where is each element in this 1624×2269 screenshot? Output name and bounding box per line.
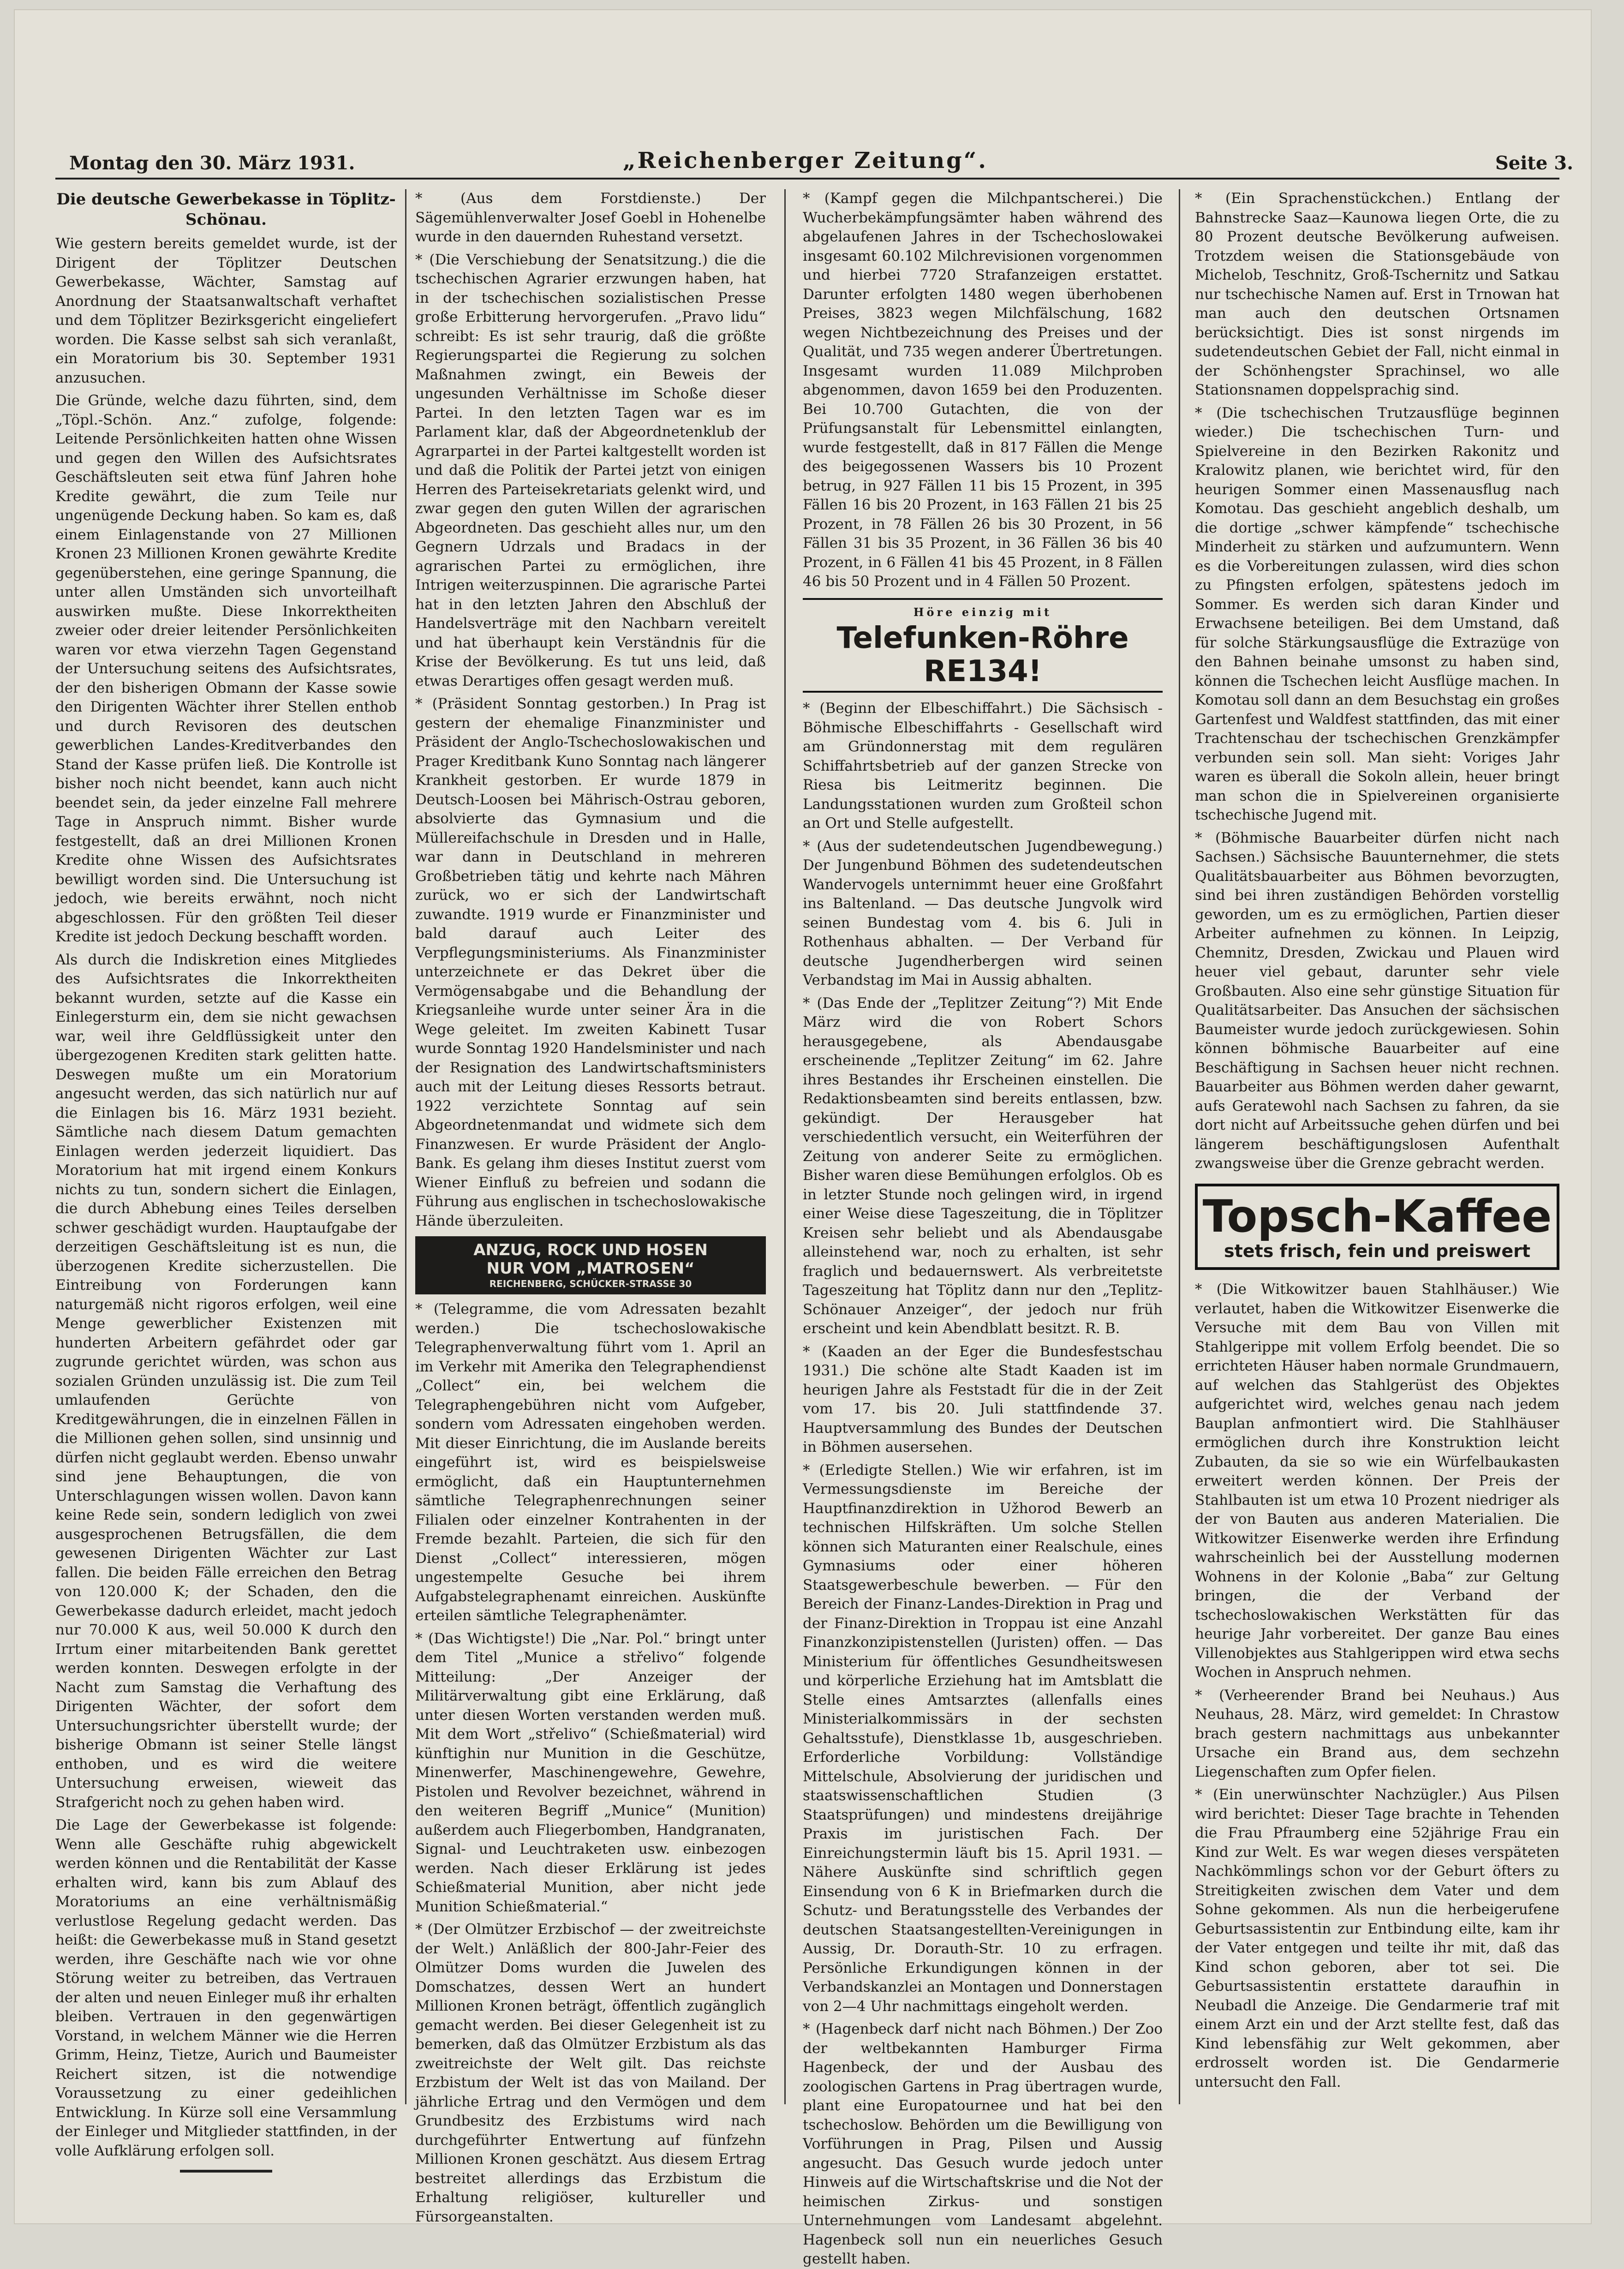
news-item: * (Die Verschiebung der Senatsitzung.) die die tschechischen Agrarier erzwungen haben, hat in der tschechischen sozialistischen Presse große Erbitterung hervorgerufen. „Pravo lidu“ schreibt: Es ist sehr traurig, daß die größte Regierungspartei die Regierung zu solchen Maßnahmen zwingt, ein Beweis der ungesunden Verhältnisse im Schoße dieser Partei. In den letzten Tagen war es im Parlament klar, daß der Abgeordnetenklub der Agrarpartei in der Partei kaltgestellt worden ist und daß die Politik der Partei jetzt von einigen Herren des Parteisekretariats gelenkt wird, und zwar gegen den guten Willen der agrarischen Abgeordneten. Das geschieht alles nur, um den Gegnern Udrzals und Bradacs in der agrarischen Partei zu ermöglichen, ihre Intrigen weiterzuspinnen. Die agrarische Partei hat in den letzten Jahren den Abschluß der Handelsverträge mit den Nachbarn vereitelt und hat überhaupt kein Verständnis für die Krise der Bevölkerung. Es tut uns leid, daß etwas Derartiges offen gesagt werden muß. xyxy=(415,251,766,689)
ad-line: NUR VOM „MATROSEN“ xyxy=(486,1259,695,1278)
news-item: * (Ein Sprachenstückchen.) Entlang der Bahnstrecke Saaz—Kaunowa liegen Orte, die zu 80 Prozent deutsche Bevölkerung aufweisen. Trotzdem weisen die Stationsgebäude von Michelob, Teschnitz, Groß-Tschernitz und Satkau nur tschechische Namen auf. Erst in Trnowan hat man auch den deutschen Ortsnamen berücksichtigt. Dies ist sonst nirgends im sudetendeutschen Gebiet der Fall, nicht einmal in der Schönhengster Sprachinsel, wo alle Stationsnamen doppelsprachig sind. xyxy=(1195,190,1559,398)
news-item: * (Das Wichtigste!) Die „Nar. Pol.“ bringt unter dem Titel „Munice a střelivo“ folgende Mitteilung: „Der Anzeiger der Militärverwaltung gibt eine Erklärung, daß unter diesen Worten verstanden werden muß. Mit dem Wort „střelivo“ (Schießmaterial) wird künftighin nur Munition in die Geschütze, Minenwerfer, Maschinengewehre, Gewehre, Pistolen und Revolver bezeichnet, während in den weiteren Begriff „Munice“ (Munition) außerdem auch Fliegerbomben, Handgranaten, Signal- und Leuchtraketen usw. einbezogen werden. Nach dieser Erklärung ist jedes Schießmaterial Munition, aber nicht jede Munition Schießmaterial.“ xyxy=(415,1630,766,1915)
issue-date: Montag den 30. März 1931. xyxy=(69,152,355,174)
ad-address: REICHENBERG, SCHÜCKER-STRASSE 30 xyxy=(489,1278,692,1289)
news-item: * (Aus der sudetendeutschen Jugendbewegung.) Der Jungenbund Böhmen des sudetendeutschen Wandervogels unternimmt heuer eine Großfahrt ins Baltenland. — Das deutsche Jungvolk wird seinen Bundestag vom 4. bis 6. Juli in Rothenhaus abhalten. — Der Verband für deutsche Jugendherbergen wird seinen Verbandstag im Mai in Aussig abhalten. xyxy=(803,838,1163,988)
header-rule xyxy=(55,178,1559,180)
news-item: * (Das Ende der „Teplitzer Zeitung“?) Mit Ende März wird die von Robert Schors herausgegebene, als Abendausgabe erscheinende „Teplitzer Zeitung“ im 62. Jahre ihres Bestandes ihr Erscheinen einstellen. Die Redaktionsbeamten sind bereits entlassen, bzw. gekündigt. Der Herausgeber hat verschiedentlich versucht, ein Weiterführen der Zeitung von anderer Seite zu ermöglichen. Bisher waren diese Bemühungen erfolglos. Ob es in letzter Stunde noch gelingen wird, in irgend einer Weise diese Tageszeitung, die in Töplitzer Kreisen sehr beliebt und als Abendausgabe alleinstehend war, noch zu erhalten, ist sehr fraglich und bedauernswert. Als verbreitetste Tageszeitung hat Töplitz dann nur den „Teplitz-Schönauer Anzeiger“, der jedoch nur früh erscheint und kein Abendblatt besitzt. R. B. xyxy=(803,994,1163,1337)
column-divider xyxy=(405,189,406,2104)
ad-headline: Topsch-Kaffee xyxy=(1202,1190,1552,1242)
page-number: Seite 3. xyxy=(1495,152,1573,174)
news-item: * (Erledigte Stellen.) Wie wir erfahren, ist im Vermessungsdienste im Bereiche der Hauptfinanzdirektion in Užhorod Bewerb an technischen Hilfskräften. Um solche Stellen können sich Maturanten einer Realschule, eines Gymnasiums oder einer höheren Staatsgewerbeschule bewerben. — Für den Bereich der Finanz-Landes-Direktion in Prag und der Finanz-Direktion in Troppau ist eine Anzahl Finanzkonzipistenstellen (Juristen) offen. — Das Ministerium für öffentliches Gesundheitswesen und körperliche Erziehung hat im Amtsblatt die Stelle eines Amtsarztes (allenfalls eines Ministerialkommissärs in der sechsten Gehaltsstufe), Dienstklasse 1b, ausgeschrieben. Erforderliche Vorbildung: Vollständige Mittelschule, Absolvierung der juridischen und staatswissenschaftlichen Studien (3 Staatsprüfungen) und mindestens dreijährige Praxis im juristischen Fach. Der Einreichungstermin läuft bis 15. April 1931. — Nähere Auskünfte sind schriftlich gegen Einsendung von 6 K in Briefmarken durch die Schutz- und Beratungsstelle des Verbandes der deutschen Staatsangestellten-Vereinigungen in Aussig, Dr. Dorauth-Str. 10 zu erfragen. Persönliche Erkundigungen können in der Verbandskanzlei an Montagen und Donnerstagen von 2—4 Uhr nachmittags eingeholt werden. xyxy=(803,1461,1163,2015)
news-item: * (Hagenbeck darf nicht nach Böhmen.) Der Zoo der weltbekannten Hamburger Firma Hagenbeck, der und der Ausbau des zoologischen Gartens in Prag übertragen wurde, plant eine Europatournee und hat bei den tschechoslow. Behörden um die Bewilligung von Vorführungen in Prag, Pilsen und Aussig angesucht. Das Gesuch wurde jedoch unter Hinweis auf die Wirtschaftskrise und die Not der heimischen Zirkus- und sonstigen Unternehmungen vom Landesamt abgelehnt. Hagenbeck soll nun ein neuerliches Gesuch gestellt haben. xyxy=(803,2021,1163,2267)
end-mark xyxy=(180,2170,272,2173)
advertisement-matrosen xyxy=(415,1236,766,1294)
ad-tagline: stets frisch, fein und preiswert xyxy=(1224,1240,1531,1261)
column-2 xyxy=(415,189,766,2225)
article-paragraph: Die Lage der Gewerbekasse ist folgende: Wenn alle Geschäfte ruhig abgewickelt werden können und die Rentabilität der Kasse erhalten wird, kann bis zum Ablauf des Moratoriums an eine verhältnismäßig verlustlose Regelung gedacht werden. Das heißt: die Gewerbekasse muß in Stand gesetzt werden, ihre Geschäfte nach wie vor ohne Störung weiter zu betreiben, das Vertrauen der alten und neuen Einleger muß ihr erhalten bleiben. Vertrauen in den gegenwärtigen Vorstand, in welchem Männer wie die Herren Grimm, Heinz, Tietze, Aurich und Baumeister Reichert sitzen, ist die notwendige Voraussetzung zu einer gedeihlichen Entwicklung. In Kürze soll eine Versammlung der Einleger und Mitglieder stattfinden, in der volle Aufklärung erfolgen soll. xyxy=(55,1817,397,2159)
column-1 xyxy=(55,189,397,2159)
ad-headline: Telefunken-Röhre RE134! xyxy=(836,621,1129,688)
column-3 xyxy=(803,189,1163,2267)
article-paragraph: Die Gründe, welche dazu führten, sind, dem „Töpl.-Schön. Anz.“ zufolge, folgende: Leitende Persönlichkeiten hatten ohne Wissen und gegen den Willen des Aufsichtsrates Geschäftsleuten seit etwa fünf Jahren hohe Kredite gewährt, die zum Teile nur ungenügende Deckung haben. So kam es, daß einem Einlagenstande von 27 Millionen Kronen 23 Millionen Kronen gewährte Kredite gegenüberstehen, eine geringe Spannung, die unter allen Umständen sich unvorteilhaft auswirken mußte. Diese Inkorrektheiten zweier oder dreier leitender Persönlichkeiten waren vor etwa vierzehn Tagen Gegenstand der Untersuchung seitens des Aufsichtsrates, der den bisherigen Obmann der Kasse sowie den Dirigenten Wächter ihrer Stellen enthob und durch Revisoren des deutschen gewerblichen Landes-Kreditverbandes den Stand der Kasse prüfen ließ. Die Kontrolle ist bisher noch nicht beendet, kann auch nicht beendet sein, da jeder einzelne Fall mehrere Tage in Anspruch nimmt. Bisher wurde festgestellt, daß an drei Millionen Kronen Kredite ohne Wissen des Aufsichtsrates bewilligt worden sind. Die Untersuchung ist jedoch, wie bereits erwähnt, noch nicht abgeschlossen. Für den größten Teil dieser Kredite ist jedoch Deckung beschafft worden. xyxy=(55,392,397,945)
article-paragraph: Wie gestern bereits gemeldet wurde, ist der Dirigent der Töplitzer Deutschen Gewerbekasse, Wächter, Samstag auf Anordnung der Staatsanwaltschaft verhaftet und dem Töplitzer Bezirksgericht eingeliefert worden. Die Kasse selbst sah sich veranlaßt, ein Moratorium bis 30. September 1931 anzusuchen. xyxy=(55,235,397,386)
news-item: * (Kaaden an der Eger die Bundesfestschau 1931.) Die schöne alte Stadt Kaaden ist im heurigen Jahre als Feststadt für die in der Zeit vom 17. bis 20. Juli stattfindende 37. Hauptversammlung des Bundes der Deutschen in Böhmen ausersehen. xyxy=(803,1343,1163,1455)
news-item: * (Aus dem Forstdienste.) Der Sägemühlenverwalter Josef Goebl in Hohenelbe wurde in den dauernden Ruhestand versetzt. xyxy=(415,190,766,245)
news-item: * (Ein unerwünschter Nachzügler.) Aus Pilsen wird berichtet: Dieser Tage brachte in Tehenden die Frau Pfraumberg eine 52jährige Frau ein Kind zur Welt. Es war wegen dieses verspäteten Nachkömmlings schon vor der Geburt öfters zu Streitigkeiten zwischen dem Vater und dem Sohne gekommen. Als nun die herbeigerufene Geburtsassistentin zur Entbindung eilte, kam ihr der Vater entgegen und teilte ihr mit, daß das Kind schon geboren, aber tot sei. Die Geburtsassistentin erstattete daraufhin in Neubadl die Anzeige. Die Gendarmerie traf mit einem Arzt ein und der Arzt stellte fest, daß das Kind lebensfähig zur Welt gekommen, aber erdrosselt worden ist. Die Gendarmerie untersucht den Fall. xyxy=(1195,1786,1559,2090)
news-item: * (Die Witkowitzer bauen Stahlhäuser.) Wie verlautet, haben die Witkowitzer Eisenwerke die Versuche mit dem Bau von Villen mit Stahlgerippe mit vollem Erfolg beendet. Die so errichteten Häuser haben normale Grundmauern, auf welchen das Stahlgerüst des Objektes aufgerichtet wird, welches genau nach jedem Bauplan anfmontiert wird. Die Stahlhäuser ermöglichen durch ihre Konstruktion leicht Zubauten, da sie so wie ein Würfelbaukasten erweitert werden können. Der Preis der Stahlbauten ist um etwa 10 Prozent niedriger als der von Bauten aus anderen Materialien. Die Witkowitzer Eisenwerke werden ihre Erfindung wahrscheinlich bei der Ausstellung modernen Wohnens in der Kolonie „Baba“ zur Geltung bringen, die der Verband der tschechoslowakischen Werkstätten für das heurige Jahr vorbereitet. Der ganze Bau eines Villenobjektes aus Stahlgerippen wird etwa sechs Wochen in Anspruch nehmen. xyxy=(1195,1281,1559,1681)
column-4 xyxy=(1195,189,1559,2127)
advertisement-topsch-kaffee xyxy=(1195,1184,1559,1270)
column-divider xyxy=(1179,189,1180,2104)
news-item: * (Der Olmützer Erzbischof — der zweitreichste der Welt.) Anläßlich der 800-Jahr-Feier des Olmützer Doms wurden die Juwelen des Domschatzes, dessen Wert an hundert Millionen Kronen beträgt, öffentlich zugänglich gemacht werden. Bei dieser Gelegenheit ist zu bemerken, daß das Olmützer Erzbistum als das zweitreichste der Welt gilt. Das reichste Erzbistum der Welt ist das von Mailand. Der jährliche Ertrag und den Vermögen und dem Grundbesitz des Erzbistums wird nach durchgeführter Entwertung auf fünfzehn Millionen Kronen geschätzt. Aus diesem Ertrag bestreitet allerdings das Erzbistum die Erhaltung religiöser, kultureller und Fürsorgeanstalten. xyxy=(415,1921,766,2225)
news-item: * (Telegramme, die vom Adressaten bezahlt werden.) Die tschechoslowakische Telegraphenverwaltung führt vom 1. April an im Verkehr mit Amerika den Telegraphendienst „Collect“ ein, bei welchem die Telegraphengebühren nicht vom Aufgeber, sondern vom Adressaten eingehoben werden. Mit dieser Einrichtung, die im Auslande bereits eingeführt ist, wird es beispielsweise ermöglicht, daß ein Hauptunternehmen sämtliche Telegraphenrechnungen seiner Filialen oder einzelner Kontrahenten in der Fremde bezahlt. Parteien, die sich für den Dienst „Collect“ interessieren, mögen ungestempelte Gesuche bei ihrem Aufgabstelegraphenamt einreichen. Auskünfte erteilen sämtliche Telegraphenämter. xyxy=(415,1301,766,1624)
masthead: „Reichenberger Zeitung“. xyxy=(623,148,988,174)
column-divider xyxy=(784,189,786,2104)
news-item: * (Böhmische Bauarbeiter dürfen nicht nach Sachsen.) Sächsische Bauunternehmer, die stets Qualitätsbauarbeiter aus Böhmen bevorzugten, sind bei ihren zuständigen Behörden vorstellig geworden, um es zu ermöglichen, Partien dieser Arbeiter aufnehmen zu können. In Leipzig, Chemnitz, Dresden, Zwickau und Plauen wird heuer viel gebaut, darunter sehr viele Großbauten. Also eine sehr günstige Situation für Qualitätsarbeiter. Das Ansuchen der sächsischen Baumeister wurde jedoch zurückgewiesen. Sohin können böhmische Bauarbeiter auf eine Beschäftigung in Sachsen heuer nicht rechnen. Bauarbeiter aus Böhmen werden daher gewarnt, aufs Geratewohl nach Sachsen zu fahren, da sie dort nicht auf Arbeitssuche gehen dürfen und bei längerem beschäftigungslosen Aufenthalt zwangsweise über die Grenze gebracht werden. xyxy=(1195,829,1559,1172)
ad-tagline: Höre einzig mit xyxy=(913,605,1052,619)
ad-line: ANZUG, ROCK UND HOSEN xyxy=(473,1241,708,1259)
article-paragraph: Als durch die Indiskretion eines Mitgliedes des Aufsichtsrates die Inkorrektheiten bekannt wurden, setzte auf die Kasse ein Einlegersturm ein, dem sie nicht gewachsen war, weil ihre Geldflüssigkeit unter den übergezogenen Krediten stark gelitten hatte. Deswegen mußte um ein Moratorium angesucht werden, das sich natürlich nur auf die Einlagen bis 16. März 1931 bezieht. Sämtliche nach diesem Datum gemachten Einlagen werden jederzeit liquidiert. Das Moratorium hat mit irgend einem Konkurs nichts zu tun, sondern sichert die Einlagen, die durch Abhebung eines Teiles derselben schwer geschädigt wurden. Hauptaufgabe der derzeitigen Geschäftsleitung ist es nun, die überzogenen Kredite sicherzustellen. Die Eintreibung von Forderungen kann naturgemäß nicht rigoros erfolgen, weil eine Menge gewerblicher Existenzen mit hunderten Arbeitern gefährdet oder gar zugrunde gerichtet würden, was schon aus sozialen Gründen unzulässig ist. Die zum Teil umlaufenden Gerüchte von Kreditgewährungen, die in einzelnen Fällen in die Millionen gehen sollen, sind unsinnig und dürfen nicht geglaubt werden. Ebenso unwahr sind jene Behauptungen, die von Unterschlagungen wissen wollen. Davon kann keine Rede sein, sondern lediglich von zwei ausgesprochenen Betrugsfällen, die dem gewesenen Dirigenten Wächter zur Last fallen. Die beiden Fälle erreichen den Betrag von 120.000 K; der Schaden, den die Gewerbekasse dadurch erleidet, macht jedoch nur 70.000 K aus, weil 50.000 K durch den Irrtum einer mitarbeitenden Bank gerettet werden konnten. Deswegen erfolgte in der Nacht zum Samstag die Verhaftung des Dirigenten Wächter, der sofort dem Untersuchungsrichter überstellt wurde; der bisherige Obmann ist seiner Stelle längst enthoben, und es wird die weitere Untersuchung erweisen, wieweit das Strafgericht noch zu gehen haben wird. xyxy=(55,951,397,1811)
news-item: * (Präsident Sonntag gestorben.) In Prag ist gestern der ehemalige Finanzminister und Präsident der Anglo-Tschechoslowakischen und Prager Kreditbank Kuno Sonntag nach längerer Krankheit gestorben. Er wurde 1879 in Deutsch-Loosen bei Mährisch-Ostrau geboren, absolvierte das Gymnasium und die Müllereifachschule in Dresden und in Halle, war dann in Deutschland in mehreren Großbetrieben tätig und kehrte nach Mähren zurück, wo er sich der Landwirtschaft zuwandte. 1919 wurde er Finanzminister und bald darauf auch Leiter des Verpflegungsministeriums. Als Finanzminister unterzeichnete er das Dekret über die Vermögensabgabe und die Behandlung der Kriegsanleihe wurde unter seiner Ära in die Wege geleitet. Im zweiten Kabinett Tusar wurde Sonntag 1920 Handelsminister und nach der Resignation des Landwirtschaftsministers auch mit der Leitung dieses Ressorts betraut. 1922 verzichtete Sonntag auf sein Abgeordnetenmandat und widmete sich dem Finanzwesen. Er wurde Präsident der Anglo-Bank. Es gelang ihm dieses Institut zuerst vom Wiener Einfluß zu befreien und sodann die Führung aus englischen in tschechoslowakische Hände überzuleiten. xyxy=(415,695,766,1229)
news-item: * (Kampf gegen die Milchpantscherei.) Die Wucherbekämpfungsämter haben während des abgelaufenen Jahres in der Tschechoslowakei insgesamt 60.102 Milchrevisionen vorgenommen und hierbei 7720 Strafanzeigen erstattet. Darunter erfolgten 1480 wegen überhobenen Preises, 3823 wegen Milchfälschung, 1682 wegen Nichtbezeichnung des Preises und der Qualität, und 735 wegen anderer Übertretungen. Insgesamt wurden 11.089 Milchproben abgenommen, davon 1659 bei den Produzenten. Bei 10.700 Gutachten, die von der Prüfungsanstalt für Lebensmittel einlangten, wurde festgestellt, daß in 817 Fällen die Menge des beigegossenen Wassers bis 10 Prozent betrug, in 927 Fällen 11 bis 15 Prozent, in 395 Fällen 16 bis 20 Prozent, in 163 Fällen 21 bis 25 Prozent, in 78 Fällen 26 bis 30 Prozent, in 56 Fällen 31 bis 35 Prozent, in 36 Fällen 36 bis 40 Prozent, in 6 Fällen 41 bis 45 Prozent, in 8 Fällen 46 bis 50 Prozent und in 4 Fällen 50 Prozent. xyxy=(803,190,1163,590)
news-item: * (Verheerender Brand bei Neuhaus.) Aus Neuhaus, 28. März, wird gemeldet: In Chrastow brach gestern nachmittags aus unbekannter Ursache ein Brand aus, dem sechzehn Liegenschaften zum Opfer fielen. xyxy=(1195,1687,1559,1780)
news-item: * (Die tschechischen Trutzausflüge beginnen wieder.) Die tschechischen Turn- und Spielvereine in den Bezirken Rakonitz und Kralowitz planen, wie berichtet wird, für den heurigen Sommer einen Massenausflug nach Komotau. Das geschieht angeblich deshalb, um die dortige „schwer kämpfende“ tschechische Minderheit zu stärken und aufzumuntern. Wenn es die Vorbereitungen zulassen, wird dies schon zu Pfingsten erfolgen, spätestens jedoch im Sommer. Es werden sich daran Kinder und Erwachsene beteiligen. Bei dem Umstand, daß für solche Stärkungsausflüge die Extrazüge von den Bahnen beinahe umsonst zu haben sind, können die Tschechen leicht Ausflüge machen. In Komotau soll dann an dem Besuchstag ein großes Gartenfest und Waldfest stattfinden, das mit einer Trachtenschau der tschechischen Grenzkämpfer verbunden sein soll. Man sieht: Voriges Jahr waren es überall die Sokoln allein, heuer bringt man schon die in Spielvereinen organisierte tschechische Jugend mit. xyxy=(1195,404,1559,823)
advertisement-telefunken xyxy=(803,598,1163,693)
news-item: * (Beginn der Elbeschiffahrt.) Die Sächsisch - Böhmische Elbeschiffahrts - Gesellschaft wird am Gründonnerstag mit dem regulären Schiffahrtsbetrieb auf der ganzen Strecke von Riesa bis Leitmeritz beginnen. Die Landungsstationen wurden zum Großteil schon an Ort und Stelle aufgestellt. xyxy=(803,700,1163,832)
article-title: Die deutsche Gewerbekasse in Töplitz-Schönau. xyxy=(56,190,396,229)
